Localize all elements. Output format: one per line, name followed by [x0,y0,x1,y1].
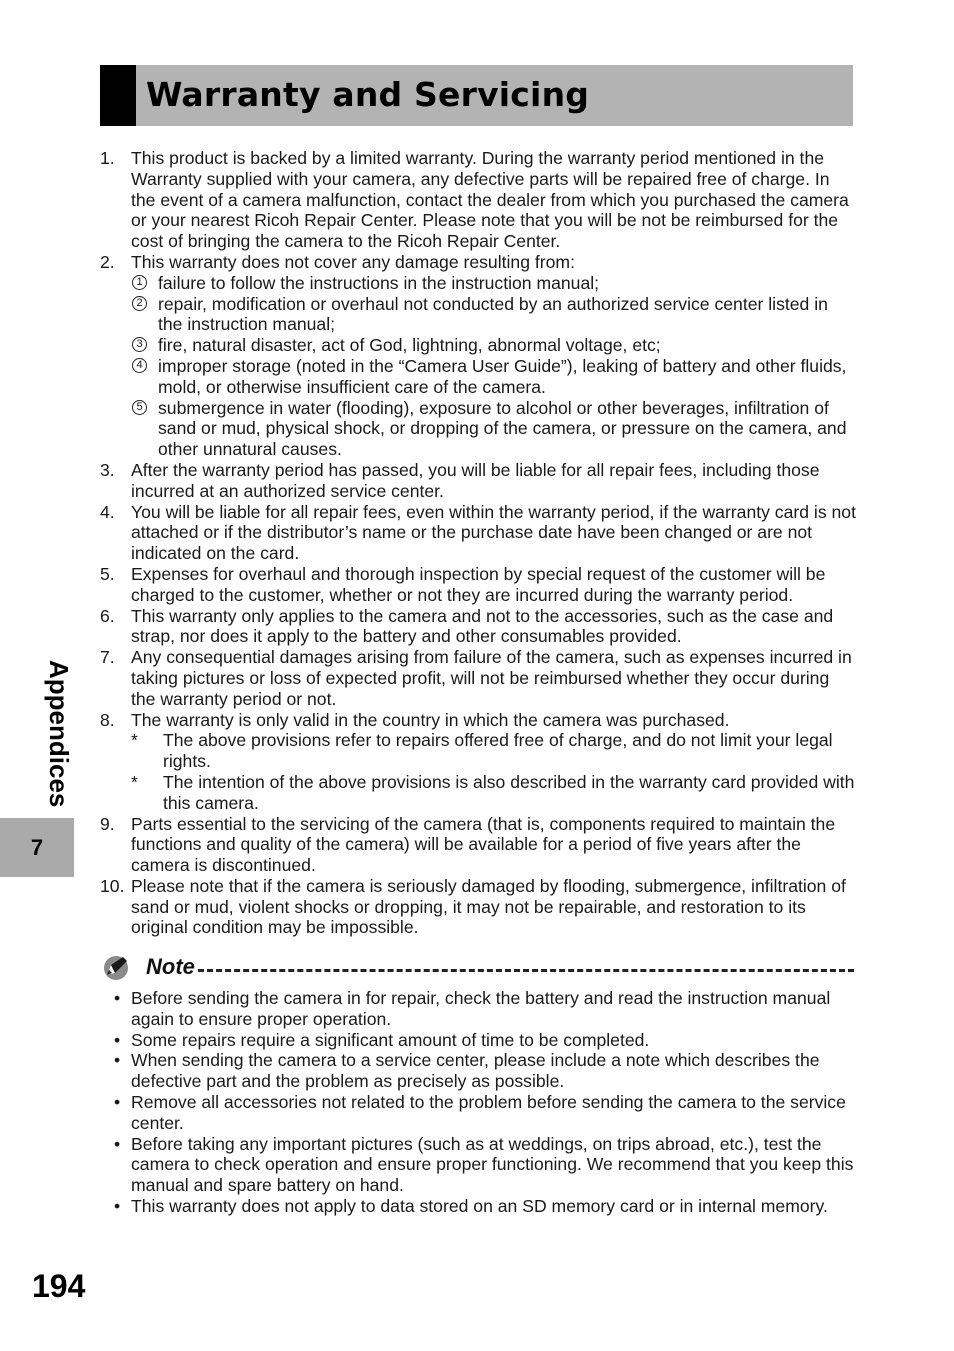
item-text: This product is backed by a limited warranty. During the warranty period mentioned in the Warranty supplied with your camera, any defective parts will be repaired free of charge. In the event of a camera malfunction, contact the dealer from which you purchased the camera or your nearest Ricoh Repair Center. Please note that you will be not be reimbursed for the cost of bringing the camera to the Ricoh Repair Center. [131,148,849,252]
exclusion-item [131,335,856,356]
asterisk-mark: * [131,771,138,792]
item-text: This warranty does not cover any damage resulting from: [131,251,575,272]
note-label: Note [146,954,195,979]
asterisk-mark: * [131,730,138,751]
note-divider [198,969,854,972]
pencil-note-icon [102,953,132,981]
bullet: • [114,1091,121,1112]
asterisk-text: The intention of the above provisions is also described in the warranty card provided with this camera. [163,771,855,813]
title-bar [100,65,853,126]
list-item [100,148,856,252]
note-text: Before sending the camera in for repair, check the battery and read the instruction manual again to ensure proper operation. [131,988,831,1029]
bullet: • [114,1133,121,1154]
item-number: 7. [100,647,115,668]
asterisk-note [131,772,856,814]
list-item [100,460,856,502]
section-side-tab [0,660,74,808]
item-text: Parts essential to the servicing of the camera (that is, components required to maintain the functions and quality of the camera) will be available for a period of five years after the camera is discontinued. [131,813,836,876]
bullet: • [114,1050,121,1071]
bullet: • [114,1195,121,1216]
item-number: 2. [100,251,115,272]
circled-number: 4 [132,358,147,373]
page-number: 194 [32,1268,86,1304]
note-item [100,1134,856,1196]
exclusion-text: fire, natural disaster, act of God, lightning, abnormal voltage, etc; [158,335,661,356]
asterisk-note [131,730,856,772]
note-item [100,1092,856,1134]
note-item [100,1030,856,1051]
list-item [100,252,856,460]
exclusion-text: submergence in water (flooding), exposure to alcohol or other beverages, infiltration of sand or mud, physical shock, or dropping of the camera, or pressure on the camera, and other unnatural causes. [158,397,847,460]
item-number: 5. [100,563,115,584]
note-item [100,1050,856,1092]
page-title: Warranty and Servicing [146,75,590,114]
exclusion-text: failure to follow the instructions in the instruction manual; [158,272,600,293]
circled-number: 3 [132,337,147,352]
list-item [100,564,856,606]
item-number: 4. [100,501,115,522]
item-number: 3. [100,459,115,480]
note-text: This warranty does not apply to data stored on an SD memory card or in internal memory. [131,1195,828,1216]
exclusion-item [131,398,856,460]
list-item [100,814,856,876]
exclusion-item [131,356,856,398]
item-number: 6. [100,605,115,626]
exclusion-item [131,273,856,294]
note-text: Some repairs require a significant amount of time to be completed. [131,1029,650,1050]
item-text: This warranty only applies to the camera and not to the accessories, such as the case and strap, nor does it apply to the battery and other consumables provided. [131,605,834,647]
chapter-number-tab: 7 [0,818,74,877]
note-heading [102,953,854,981]
warranty-list [100,148,856,938]
list-item [100,710,856,814]
note-text: Remove all accessories not related to the problem before sending the camera to the service center. [131,1091,846,1133]
exclusion-text: repair, modification or overhaul not conducted by an authorized service center listed in the instruction manual; [158,293,828,335]
item-text: After the warranty period has passed, you will be liable for all repair fees, including those incurred at an authorized service center. [131,459,820,501]
item-text: Any consequential damages arising from failure of the camera, such as expenses incurred in taking pictures or loss of expected profit, will not be reimbursed whether they occur during the warranty period or not. [131,647,852,709]
circled-number: 2 [132,296,147,311]
item-number: 1. [100,148,115,168]
list-item [100,502,856,564]
bullet: • [114,988,121,1008]
note-text: When sending the camera to a service center, please include a note which describes the defective part and the problem as precisely as possible. [131,1050,820,1092]
item-number: 8. [100,709,115,730]
list-item [100,606,856,648]
exclusion-text: improper storage (noted in the “Camera User Guide”), leaking of battery and other fluids, mold, or otherwise insufficient care of the camera. [158,355,847,397]
circled-number: 5 [132,400,147,415]
item-text: Expenses for overhaul and thorough inspection by special request of the customer will be charged to the customer, whether or not they are incurred during the warranty period. [131,563,826,605]
note-item [100,988,856,1030]
item-number: 9. [100,813,115,834]
section-label: Appendices [44,660,74,808]
circled-number: 1 [132,275,147,290]
note-list [100,988,856,1217]
note-text: Before taking any important pictures (such as at weddings, on trips abroad, etc.), test the camera to check operation and ensure proper functioning. We recommend that you keep this manual and spare battery on hand. [131,1133,854,1196]
list-item [100,647,856,709]
title-accent-block [100,65,136,126]
bullet: • [114,1029,121,1050]
item-text: The warranty is only valid in the country in which the camera was purchased. [131,709,730,730]
list-item [100,876,856,938]
item-text: You will be liable for all repair fees, even within the warranty period, if the warranty card is not attached or if the distributor’s name or the purchase date have been changed or are not indicated on the card. [131,501,856,564]
note-item [100,1196,856,1217]
item-text: Please note that if the camera is seriously damaged by flooding, submergence, infiltration of sand or mud, violent shocks or dropping, it may not be repairable, and restoration to its original condition may be impossible. [131,875,846,938]
exclusion-item [131,294,856,336]
asterisk-text: The above provisions refer to repairs offered free of charge, and do not limit your legal rights. [163,730,833,772]
item-number: 10. [100,875,125,896]
